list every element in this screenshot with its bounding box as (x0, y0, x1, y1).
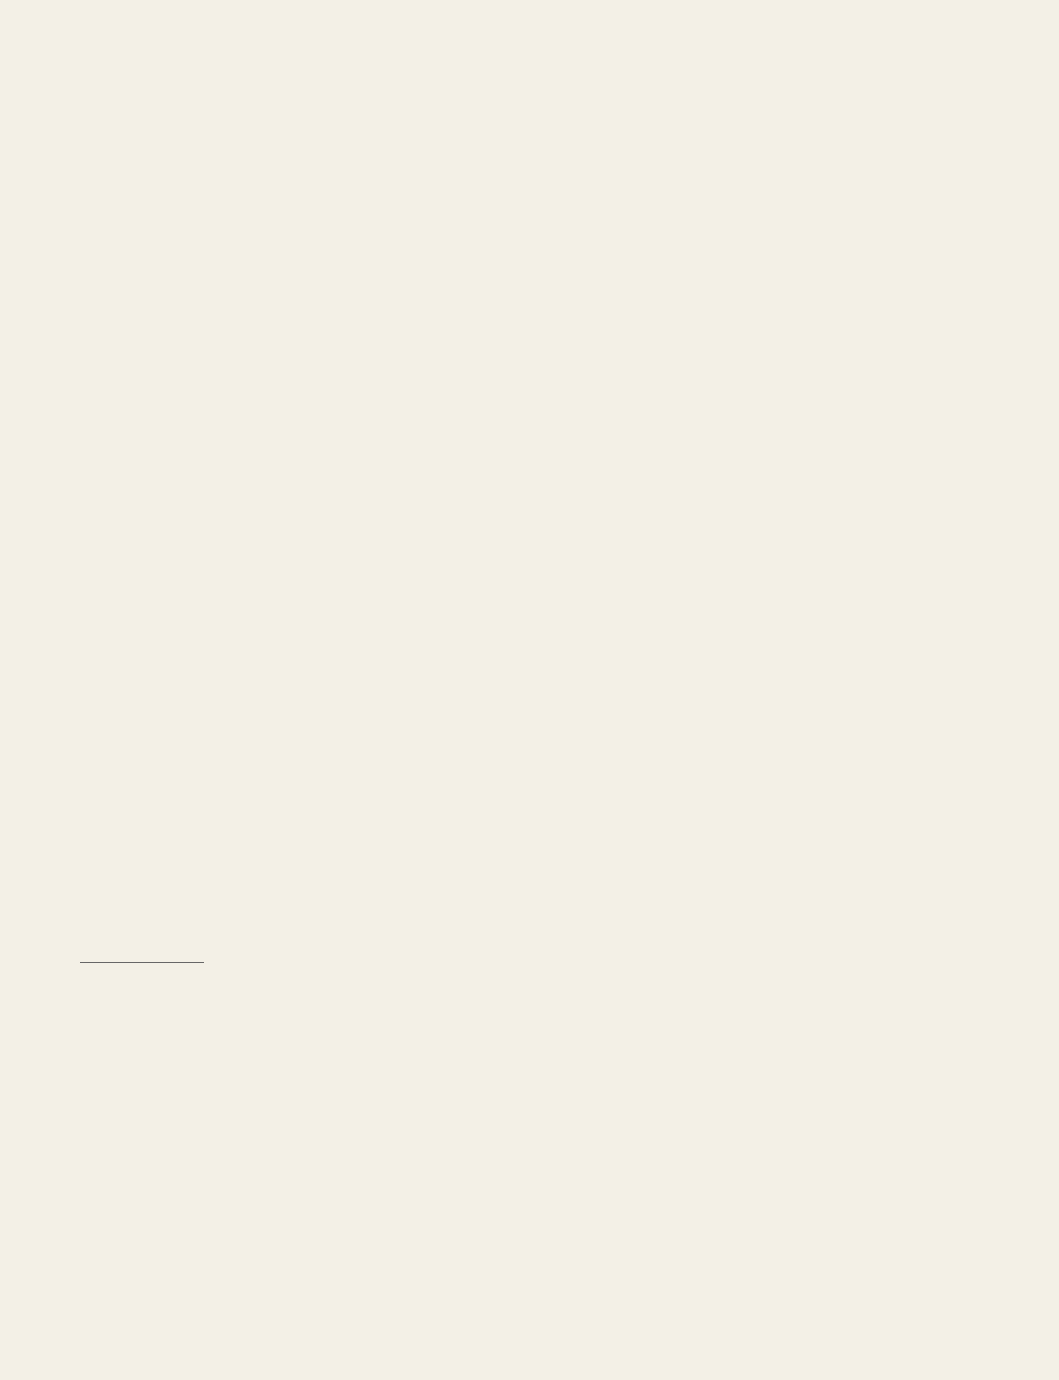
robinia-strikethrough (80, 962, 204, 964)
